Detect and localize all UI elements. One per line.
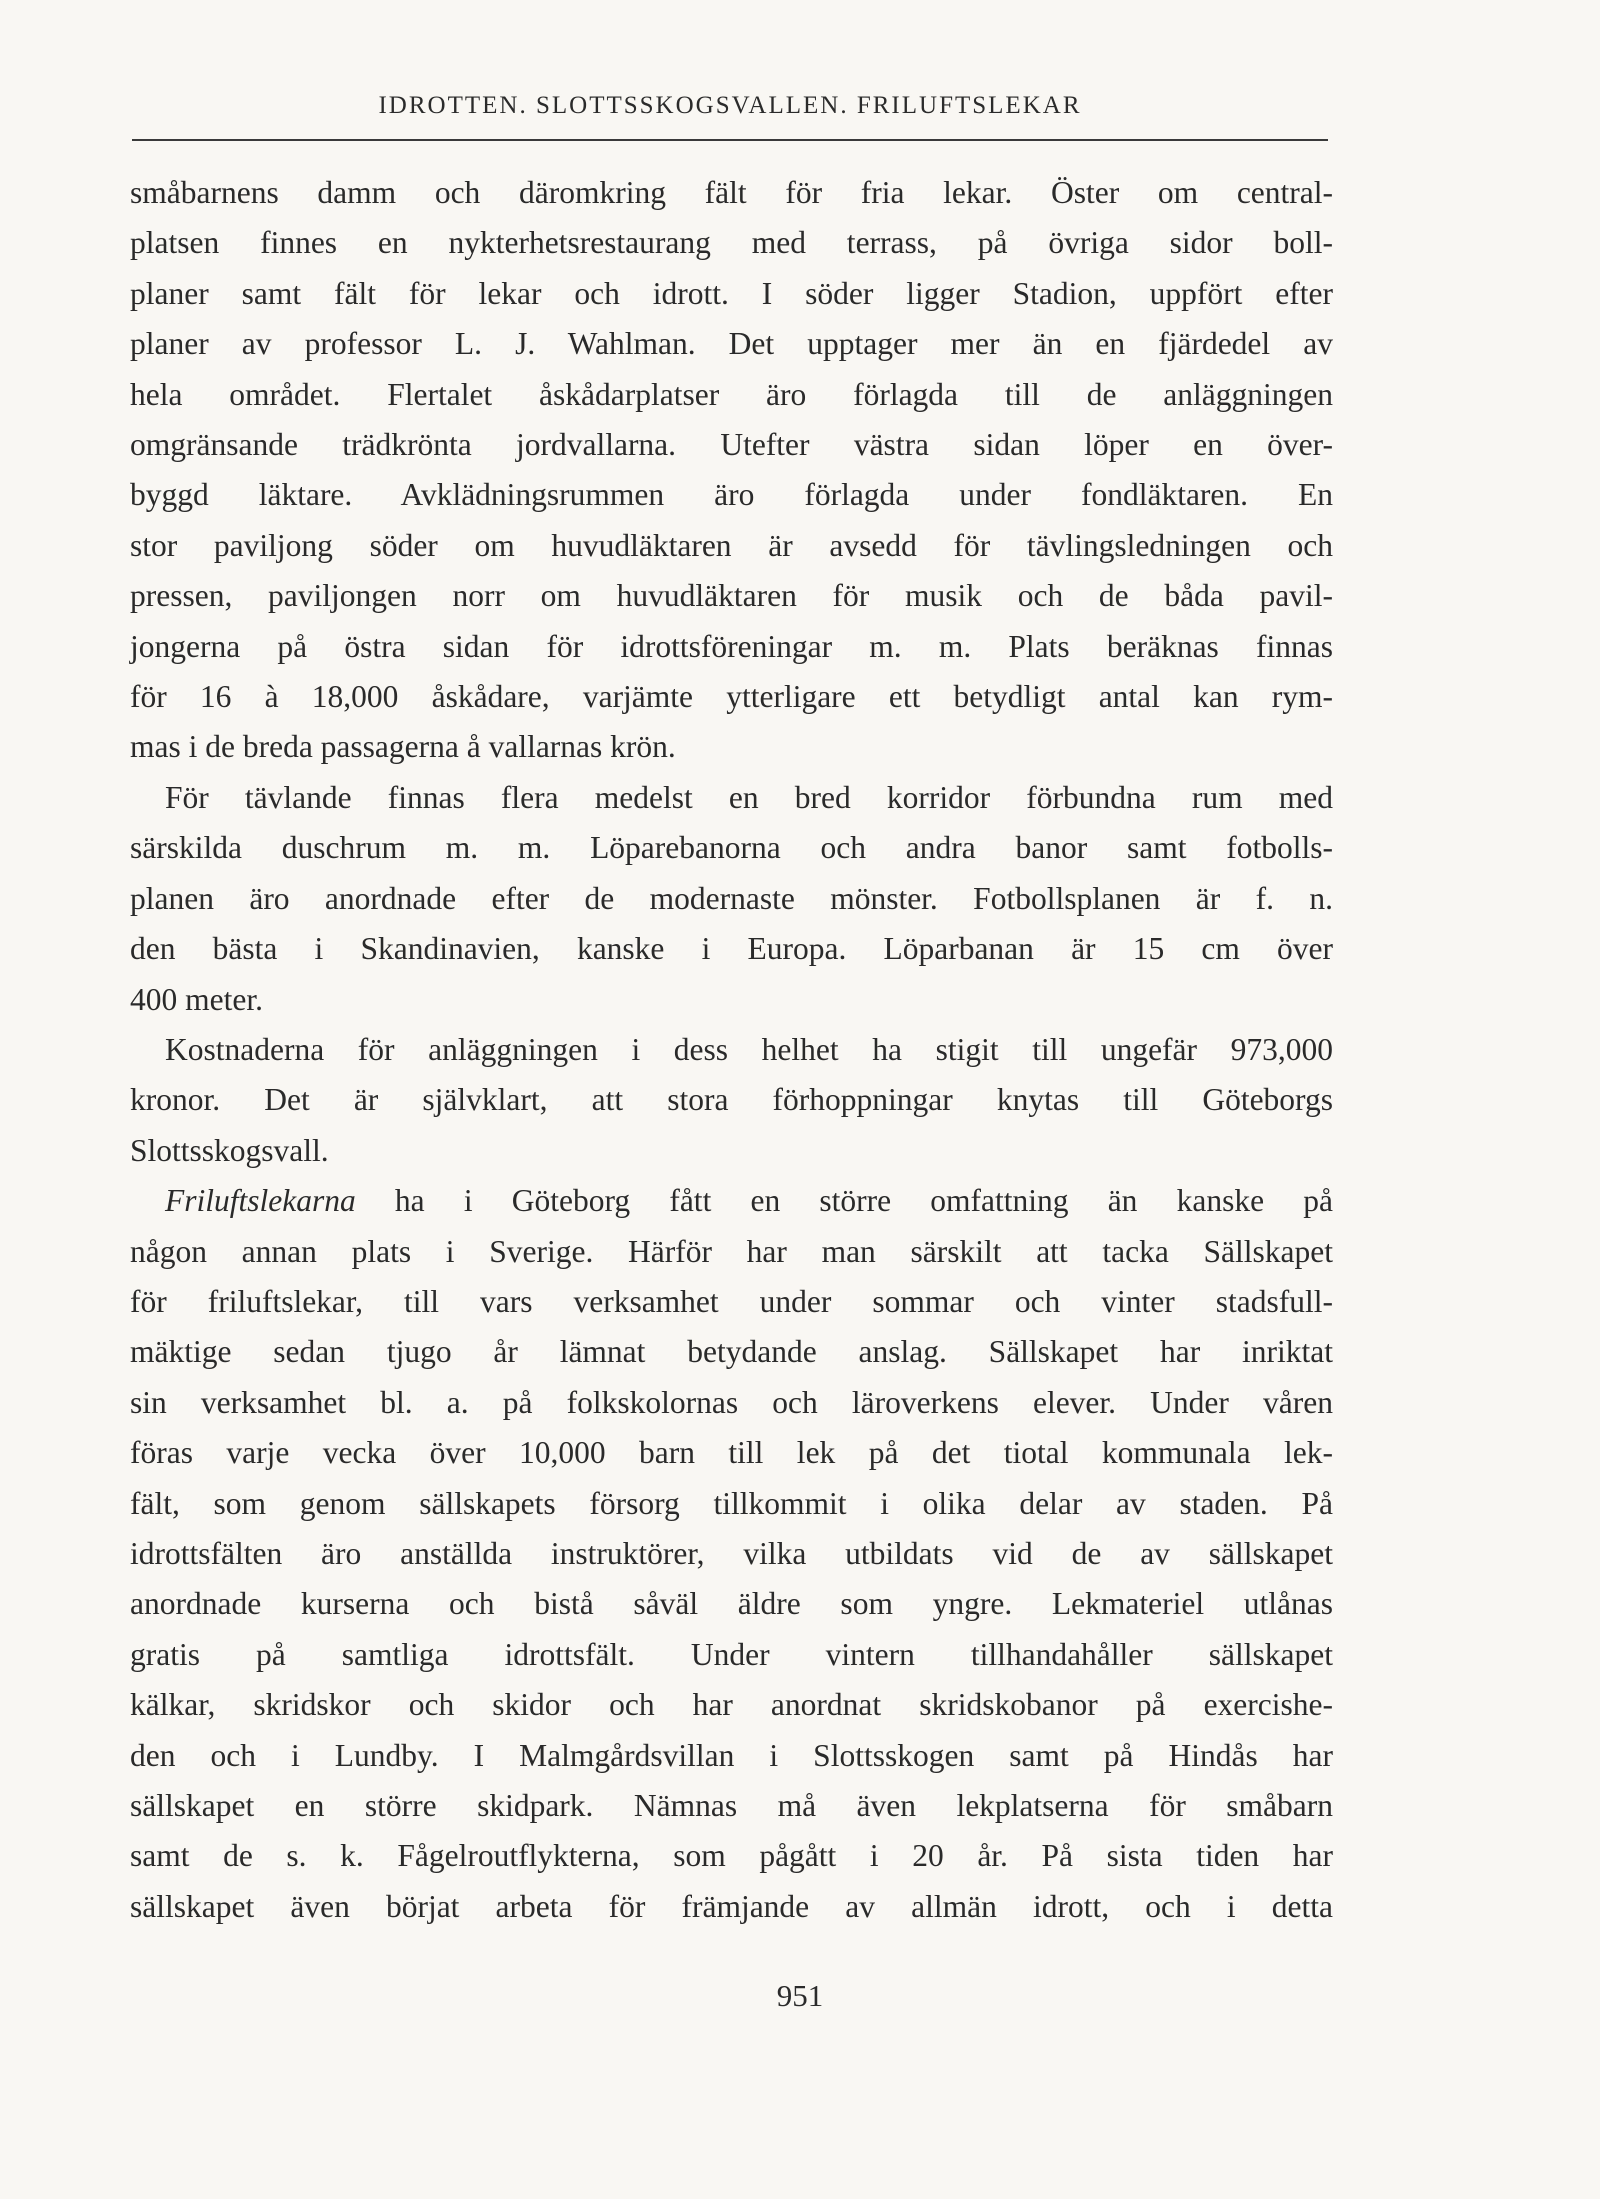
text-line: platsen finnes en nykterhetsrestaurang med terrass, på övriga sidor boll- [130, 225, 1333, 261]
paragraph-friluftslekarna [130, 1176, 1333, 1932]
text-line: fält, som genom sällskapets försorg tillkommit i olika delar av staden. På [130, 1485, 1333, 1521]
italic-term: Friluftslekarna [165, 1183, 356, 1219]
page-number: 951 [776, 1978, 824, 2013]
text-line: idrottsfälten äro anställda instruktörer, vilka utbildats vid de av sällskapet [130, 1535, 1333, 1571]
text-line: planer samt fält för lekar och idrott. I söder ligger Stadion, uppfört efter [130, 275, 1333, 311]
body-text [130, 168, 1333, 1932]
text-line: omgränsande trädkrönta jordvallarna. Utefter västra sidan löper en över- [130, 427, 1333, 463]
text-line: mas i de breda passagerna å vallarnas krön. [130, 729, 676, 765]
text-line: sällskapet även börjat arbeta för främjande av allmän idrott, och i detta [130, 1888, 1333, 1924]
text-line: den bästa i Skandinavien, kanske i Europa. Löparbanan är 15 cm över [130, 931, 1333, 967]
text-line: kronor. Det är självklart, att stora förhoppningar knytas till Göteborgs [130, 1082, 1333, 1118]
text-line: föras varje vecka över 10,000 barn till lek på det tiotal kommunala lek- [130, 1435, 1333, 1471]
text-line: jongerna på östra sidan för idrottsföreningar m. m. Plats beräknas finnas [130, 628, 1333, 664]
text-line: för 16 à 18,000 åskådare, varjämte ytterligare ett betydligt antal kan rym- [130, 679, 1333, 715]
text-line: planen äro anordnade efter de modernaste mönster. Fotbollsplanen är f. n. [130, 880, 1333, 916]
paragraph-stadion [130, 168, 1333, 773]
running-head: IDROTTEN. SLOTTSSKOGSVALLEN. FRILUFTSLEKAR [378, 92, 1082, 119]
text-line-rest: ha i Göteborg fått en större omfattning än kanske på [355, 1183, 1333, 1219]
text-line: 400 meter. [130, 981, 263, 1017]
text-line [130, 1176, 1333, 1226]
text-line: sällskapet en större skidpark. Nämnas må även lekplatserna för småbarn [130, 1788, 1333, 1823]
text-line: stor paviljong söder om huvudläktaren är avsedd för tävlingsledningen och [130, 527, 1333, 563]
text-line: kälkar, skridskor och skidor och har anordnat skridskobanor på exercishe- [130, 1687, 1333, 1723]
text-line: Slottsskogsvall. [130, 1132, 329, 1168]
text-line: för friluftslekar, till vars verksamhet under sommar och vinter stadsfull- [130, 1283, 1333, 1319]
text-line: gratis på samtliga idrottsfält. Under vintern tillhandahåller sällskapet [130, 1636, 1333, 1672]
text-line: sin verksamhet bl. a. på folkskolornas och läroverkens elever. Under våren [130, 1384, 1333, 1420]
text-line: småbarnens damm och däromkring fält för fria lekar. Öster om central- [130, 175, 1333, 210]
text-line: Kostnaderna för anläggningen i dess helhet ha stigit till ungefär 973,000 [165, 1031, 1333, 1067]
paragraph-kostnaderna [130, 1025, 1333, 1176]
text-line: den och i Lundby. I Malmgårdsvillan i Slottsskogen samt på Hindås har [130, 1737, 1333, 1773]
text-line: särskilda duschrum m. m. Löparebanorna och andra banor samt fotbolls- [130, 830, 1333, 866]
text-line: planer av professor L. J. Wahlman. Det upptager mer än en fjärdedel av [130, 326, 1333, 362]
header-rule [132, 139, 1328, 141]
text-line: samt de s. k. Fågelroutflykterna, som pågått i 20 år. På sista tiden har [130, 1838, 1333, 1874]
text-line: mäktige sedan tjugo år lämnat betydande anslag. Sällskapet har inriktat [130, 1334, 1333, 1370]
text-line: anordnade kurserna och bistå såväl äldre som yngre. Lekmateriel utlånas [130, 1586, 1333, 1622]
text-line: hela området. Flertalet åskådarplatser äro förlagda till de anläggningen [130, 376, 1333, 412]
paragraph-tavlande [130, 773, 1333, 1025]
text-line: någon annan plats i Sverige. Härför har man särskilt att tacka Sällskapet [130, 1233, 1333, 1269]
text-line: pressen, paviljongen norr om huvudläktaren för musik och de båda pavil- [130, 578, 1333, 614]
text-line: byggd läktare. Avklädningsrummen äro förlagda under fondläktaren. En [130, 477, 1333, 513]
text-line: För tävlande finnas flera medelst en bred korridor förbundna rum med [165, 779, 1333, 815]
